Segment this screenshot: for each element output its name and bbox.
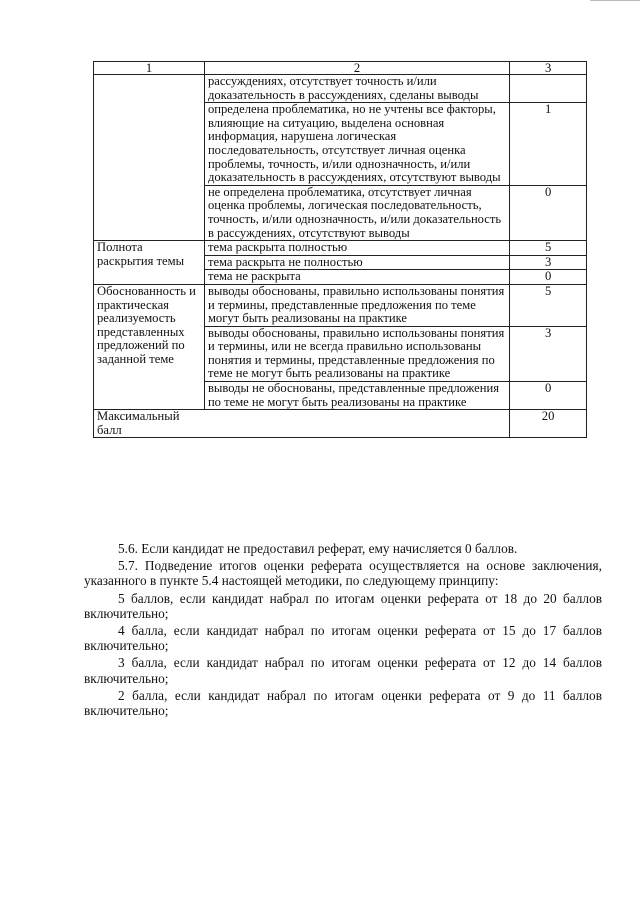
paragraph: 3 балла, если кандидат набрал по итогам оценки реферата от 12 до 14 баллов включительно;: [84, 655, 602, 686]
header-col-1: 1: [94, 62, 205, 75]
body-text: [84, 541, 602, 720]
paragraph: 4 балла, если кандидат набрал по итогам оценки реферата от 15 до 17 баллов включительно;: [84, 623, 602, 654]
score-cell: 5: [510, 284, 587, 326]
description-cell: выводы не обоснованы, представленные предложения по теме не могут быть реализованы на практике: [204, 382, 509, 410]
description-cell: рассуждениях, отсутствует точность и/или доказательность в рассуждениях, сделаны выводы: [204, 75, 509, 103]
score-cell: 0: [510, 185, 587, 240]
score-cell: 5: [510, 241, 587, 256]
header-col-3: 3: [510, 62, 587, 75]
score-cell: 1: [510, 103, 587, 186]
scan-edge-line: [590, 0, 640, 1]
description-cell: не определена проблематика, отсутствует личная оценка проблемы, логическая последовательность, точность, и/или однозначность, и/или доказательность в рассуждениях, отсутствуют выводы: [204, 185, 509, 240]
description-cell: выводы обоснованы, правильно использованы понятия и термины, представленные предложения по теме могут быть реализованы на практике: [204, 284, 509, 326]
description-cell: тема раскрыта не полностью: [204, 255, 509, 270]
header-col-2: 2: [204, 62, 509, 75]
criterion-cell: Полнота раскрытия темы: [94, 241, 205, 285]
score-cell: 0: [510, 382, 587, 410]
description-cell: определена проблематика, но не учтены все факторы, влияющие на ситуацию, выделена основная информация, нарушена логическая последовательность, отсутствует личная оценка проблемы, точность, и/или однозначность, и/или доказательность в рассуждениях, отсутствуют выводы: [204, 103, 509, 186]
paragraph: 5.6. Если кандидат не предоставил реферат, ему начисляется 0 баллов.: [118, 541, 518, 556]
description-cell: тема раскрыта полностью: [204, 241, 509, 256]
score-cell: [510, 75, 587, 103]
max-score-label: Максимальный балл: [94, 410, 205, 438]
score-cell: 3: [510, 326, 587, 381]
criterion-cell: [94, 75, 205, 241]
paragraph: 5.7. Подведение итогов оценки реферата осуществляется на основе заключения, указанного в пункте 5.4 настоящей методики, по следующему принципу:: [84, 558, 602, 589]
paragraph: 2 балла, если кандидат набрал по итогам оценки реферата от 9 до 11 баллов включительно;: [84, 687, 602, 719]
description-cell: тема не раскрыта: [204, 270, 509, 285]
criterion-cell: Обоснованность и практическая реализуемость представленных предложений по заданной теме: [94, 284, 205, 409]
max-score-spacer: [204, 410, 509, 438]
table-header-row: [94, 62, 587, 75]
max-score-value: 20: [510, 410, 587, 438]
criteria-table: [93, 61, 587, 438]
description-cell: выводы обоснованы, правильно использованы понятия и термины, или не всегда правильно использованы понятия и термины, представленные предложения по теме не могут быть реализованы на практике: [204, 326, 509, 381]
table-row: [94, 284, 587, 326]
max-score-row: [94, 410, 587, 438]
table-row: [94, 75, 587, 103]
score-cell: 0: [510, 270, 587, 285]
table-row: [94, 241, 587, 256]
score-cell: 3: [510, 255, 587, 270]
paragraph: 5 баллов, если кандидат набрал по итогам оценки реферата от 18 до 20 баллов включительно;: [84, 590, 602, 621]
